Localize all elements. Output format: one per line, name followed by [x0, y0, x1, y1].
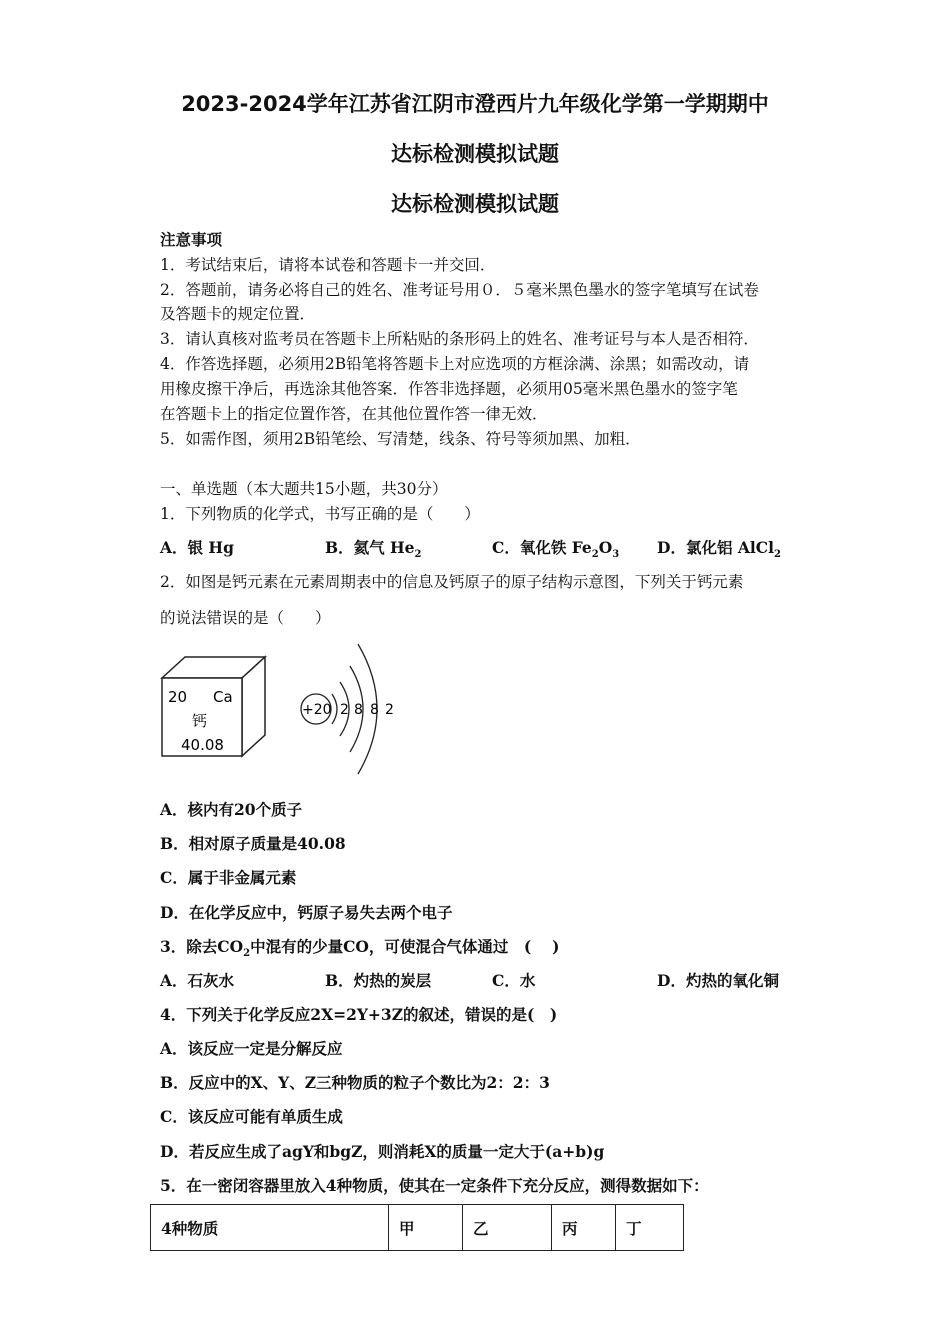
q4-option-a: A．该反应一定是分解反应 — [160, 1039, 343, 1058]
notes-item: 3．请认真核对监考员在答题卡上所粘贴的条形码上的姓名、准考证号与本人是否相符． — [160, 330, 759, 348]
q2-option-d: D．在化学反应中，钙原子易失去两个电子 — [160, 903, 453, 922]
notes-item: 及答题卡的规定位置． — [160, 305, 316, 323]
shell-2-electrons: 8 — [354, 702, 363, 718]
q3-option-a: A．石灰水 — [160, 971, 235, 990]
q1-option-c: C．氧化铁 $Fe_2O_3$ — [492, 538, 620, 561]
shell-4-electrons: 2 — [385, 702, 394, 718]
element-atomic-number: 20 — [168, 688, 188, 706]
notes-item: 5．如需作图，须用2B铅笔绘、写清楚，线条、符号等须加黑、加粗． — [160, 430, 641, 448]
q4-option-c: C．该反应可能有单质生成 — [160, 1107, 343, 1126]
exam-title-line2: 达标检测模拟试题 — [391, 142, 559, 166]
q1-option-a: A．银 Hg — [160, 538, 234, 557]
nucleus-charge: +20 — [302, 702, 332, 718]
q3-option-b: B．灼热的炭层 — [325, 971, 432, 990]
q3-option-d: D．灼热的氧化铜 — [657, 971, 779, 990]
table-header-cell: 甲 — [389, 1205, 463, 1251]
shell-1-electrons: 2 — [340, 702, 349, 718]
q5-stem: 5．在一密闭容器里放入4种物质，使其在一定条件下充分反应，测得数据如下： — [160, 1176, 709, 1195]
element-card-figure — [155, 650, 275, 765]
section-heading: 一、单选题（本大题共15小题，共30分） — [160, 480, 448, 498]
table-header-cell: 丙 — [552, 1205, 616, 1251]
notes-item: 在答题卡上的指定位置作答，在其他位置作答一律无效． — [160, 405, 548, 423]
element-name: 钙 — [192, 712, 208, 730]
element-mass: 40.08 — [181, 736, 224, 754]
q1-stem: 1．下列物质的化学式，书写正确的是（ ） — [160, 505, 480, 523]
q2-option-a: A．核内有20个质子 — [160, 800, 303, 819]
exam-title-line1: 2023-2024学年江苏省江阴市澄西片九年级化学第一学期期中 — [181, 92, 769, 116]
q2-stem-line1: 2．如图是钙元素在元素周期表中的信息及钙原子的原子结构示意图，下列关于钙元素 — [160, 573, 744, 591]
q2-stem-line2: 的说法错误的是（ ） — [160, 609, 331, 627]
table-header-cell: 丁 — [616, 1205, 684, 1251]
q3-option-c: C．水 — [492, 971, 536, 990]
q1-option-d: D．氯化铝 AlCl$_2$ — [657, 538, 781, 561]
exam-title-line3: 达标检测模拟试题 — [391, 192, 559, 216]
q4-option-b: B．反应中的X、Y、Z三种物质的粒子个数比为2：2：3 — [160, 1073, 550, 1092]
notes-heading: 注意事项 — [160, 230, 223, 249]
notes-item: 4．作答选择题，必须用2B铅笔将答题卡上对应选项的方框涂满、涂黑；如需改动，请 — [160, 355, 750, 373]
q1-option-b: B．氦气 $He_2$ — [325, 538, 422, 561]
notes-item: 1．考试结束后，请将本试卷和答题卡一并交回． — [160, 256, 496, 274]
q4-stem: 4．下列关于化学反应2X=2Y+3Z的叙述，错误的是( ) — [160, 1005, 558, 1024]
q5-data-table — [150, 1204, 684, 1251]
table-row — [151, 1205, 684, 1251]
element-symbol: Ca — [213, 688, 233, 706]
q3-stem: 3．除去$CO_2$中混有的少量CO，可使混合气体通过 ( ) — [160, 937, 560, 960]
table-header-cell: 乙 — [463, 1205, 552, 1251]
table-header-cell: 4种物质 — [151, 1205, 389, 1251]
q2-option-c: C．属于非金属元素 — [160, 868, 297, 887]
q2-option-b: B．相对原子质量是40.08 — [160, 834, 346, 853]
notes-item: 2．答题前，请务必将自己的姓名、准考证号用０．５毫米黑色墨水的签字笔填写在试卷 — [160, 281, 759, 299]
q4-option-d: D．若反应生成了agY和bgZ，则消耗X的质量一定大于(a+b)g — [160, 1142, 605, 1161]
shell-3-electrons: 8 — [370, 702, 379, 718]
notes-item: 用橡皮擦干净后，再选涂其他答案．作答非选择题，必须用05毫米黑色墨水的签字笔 — [160, 380, 738, 398]
atom-structure-diagram — [292, 630, 402, 780]
